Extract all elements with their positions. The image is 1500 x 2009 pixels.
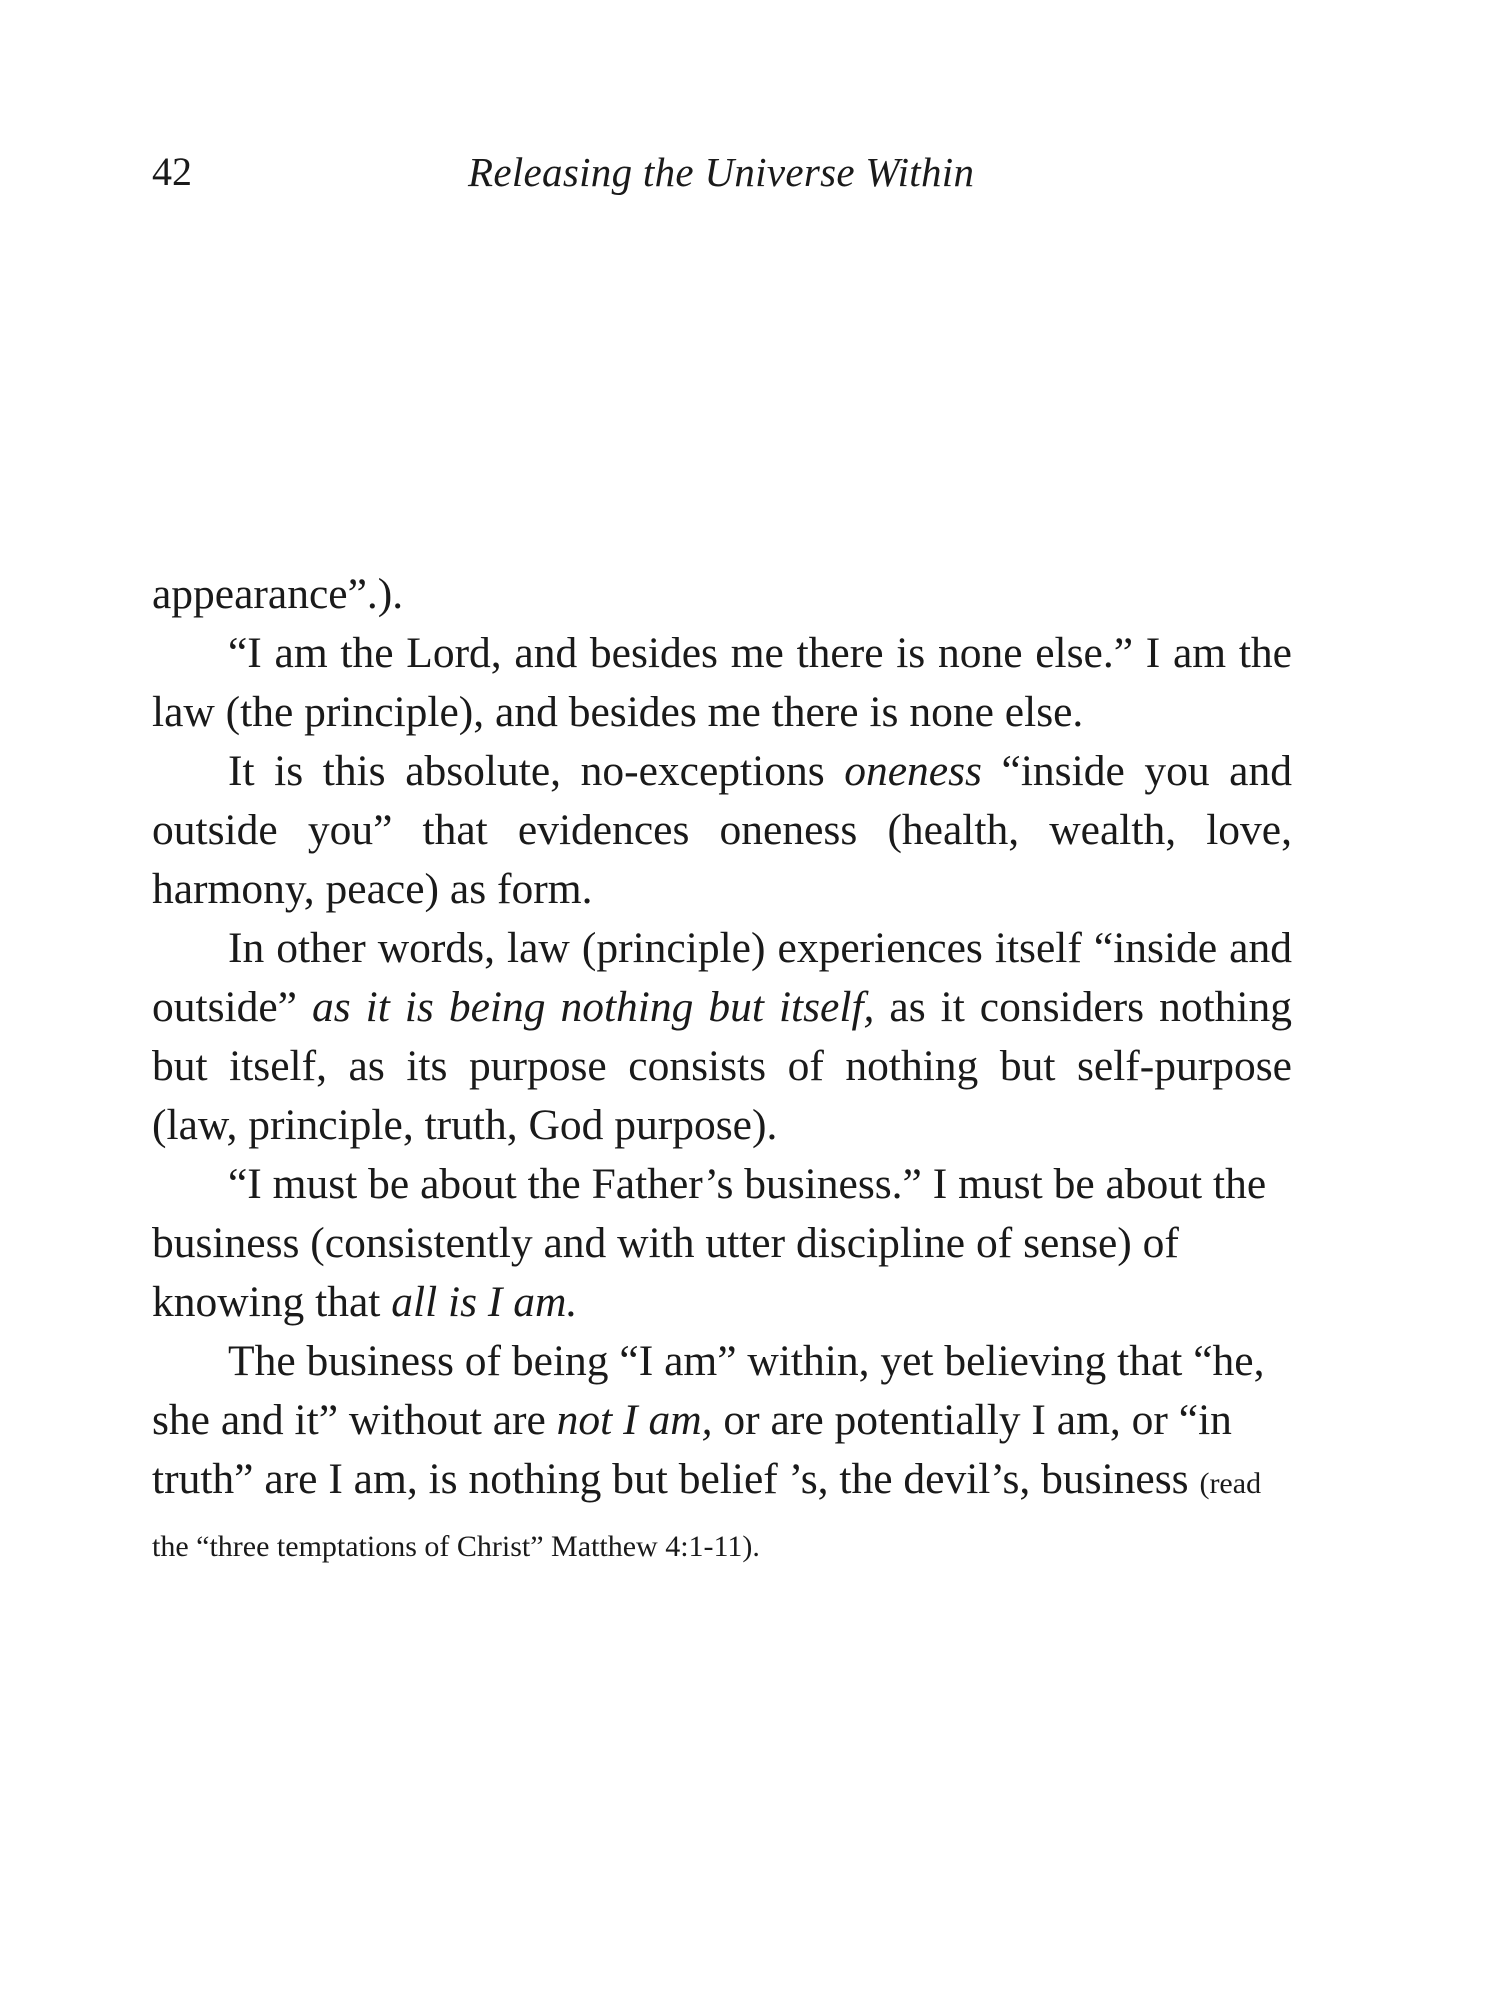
paragraph-3-before: It is this absolute, no-exceptions xyxy=(228,747,845,795)
paragraph-5 xyxy=(152,1155,1292,1332)
running-head xyxy=(152,142,1292,202)
paragraph-4-emphasis: as it is being nothing but itself, xyxy=(311,983,875,1031)
paragraph-3 xyxy=(152,742,1292,919)
paragraph-5-emphasis: all is I am. xyxy=(391,1278,578,1326)
paragraph-4-after: as it considers nothing but itself, as its purpose consists of nothing but self-purpose (law, principle, truth, God purpose). xyxy=(152,983,1293,1149)
paragraph-3-after: “inside you and outside you” that evidences oneness (health, wealth, love, harmony, peace) as form. xyxy=(152,747,1292,913)
paragraph-5-before: “I must be about the Father’s business.” I must be about the business (consistently and with utter discipline of sense) of knowing that xyxy=(152,1160,1267,1326)
paragraph-6 xyxy=(152,1332,1292,1576)
paragraph-6-middle: or are potentially I am, or “in truth” are I am, is nothing but belief ’s, the devil’s, business xyxy=(152,1396,1232,1503)
paragraph-1 xyxy=(152,565,1292,624)
paragraph-4-before: In other words, law (principle) experiences itself “inside and outside” xyxy=(152,924,1292,1031)
paragraph-6-before: The business of being “I am” within, yet believing that “he, she and it” without are xyxy=(152,1337,1265,1444)
body-text xyxy=(152,565,1292,1576)
page-number: 42 xyxy=(152,149,192,194)
paragraph-6-emphasis: not I am, xyxy=(556,1396,713,1444)
paragraph-3-emphasis: oneness xyxy=(844,747,982,795)
paragraph-4 xyxy=(152,919,1292,1155)
paragraph-2 xyxy=(152,624,1292,742)
paragraph-2-text: “I am the Lord, and besides me there is none else.” I am the law (the principle), and besides me there is none else. xyxy=(152,629,1292,736)
book-title: Releasing the Universe Within xyxy=(468,149,975,195)
scripture-note: (read the “three temptations of Christ” Matthew 4:1-11). xyxy=(152,1467,1262,1563)
paragraph-1-text: appearance”.). xyxy=(152,570,404,618)
